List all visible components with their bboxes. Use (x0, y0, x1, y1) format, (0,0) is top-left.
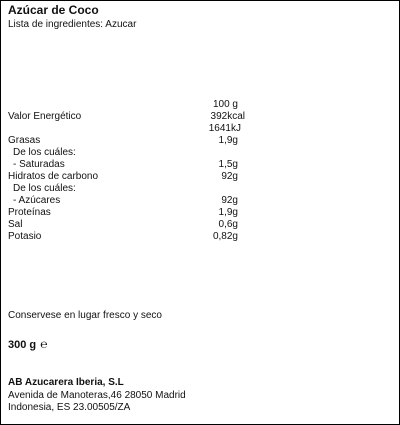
nutrient-label: Proteínas (8, 207, 51, 218)
nutrient-label: Sal (8, 219, 23, 230)
nutrition-header-row (0, 99, 400, 111)
company-address: Avenida de Manoteras,46 28050 Madrid (8, 390, 186, 401)
nutrition-row (0, 123, 400, 135)
storage-instructions: Conservese en lugar fresco y seco (8, 310, 162, 321)
nutrition-row (0, 159, 400, 171)
nutrient-label: De los cuáles: (13, 147, 76, 158)
nutrient-value: 1,9g (218, 207, 238, 218)
nutrient-value: 1,5g (218, 159, 238, 170)
nutrition-header: 100 g (212, 99, 238, 110)
net-weight-value: 300 g (8, 339, 37, 351)
nutrient-value: 92g (221, 171, 238, 182)
nutrient-label: - Azúcares (13, 195, 61, 206)
company-origin: Indonesia, ES 23.00505/ZA (8, 402, 131, 413)
product-title: Azúcar de Coco (8, 3, 99, 17)
estimated-sign-icon: ℮ (40, 337, 48, 351)
nutrition-row (0, 147, 400, 159)
nutrient-label: De los cuáles: (13, 183, 76, 194)
nutrient-label: - Saturadas (13, 159, 65, 170)
nutrition-row (0, 171, 400, 183)
nutrient-value: 92g (221, 195, 238, 206)
ingredients-list: Lista de ingredientes: Azucar (8, 19, 137, 30)
nutrient-value: 1641kJ (208, 123, 241, 134)
nutrient-label: Grasas (8, 135, 41, 146)
nutrition-row (0, 231, 400, 243)
nutrient-value: 392kcal (210, 111, 245, 122)
nutrient-value: 1,9g (218, 135, 238, 146)
nutrient-label: Potasio (8, 231, 42, 242)
nutrient-label: Valor Energético (8, 111, 82, 122)
net-weight (8, 337, 47, 352)
nutrient-value: 0,82g (212, 231, 238, 242)
nutrient-label: Hidratos de carbono (8, 171, 99, 182)
nutrition-row (0, 195, 400, 207)
company-name: AB Azucarera Iberia, S.L (8, 377, 124, 388)
nutrition-row (0, 111, 400, 123)
nutrient-value: 0,6g (218, 219, 238, 230)
nutrition-row (0, 219, 400, 231)
nutrition-row (0, 135, 400, 147)
nutrition-row (0, 183, 400, 195)
nutrition-row (0, 207, 400, 219)
